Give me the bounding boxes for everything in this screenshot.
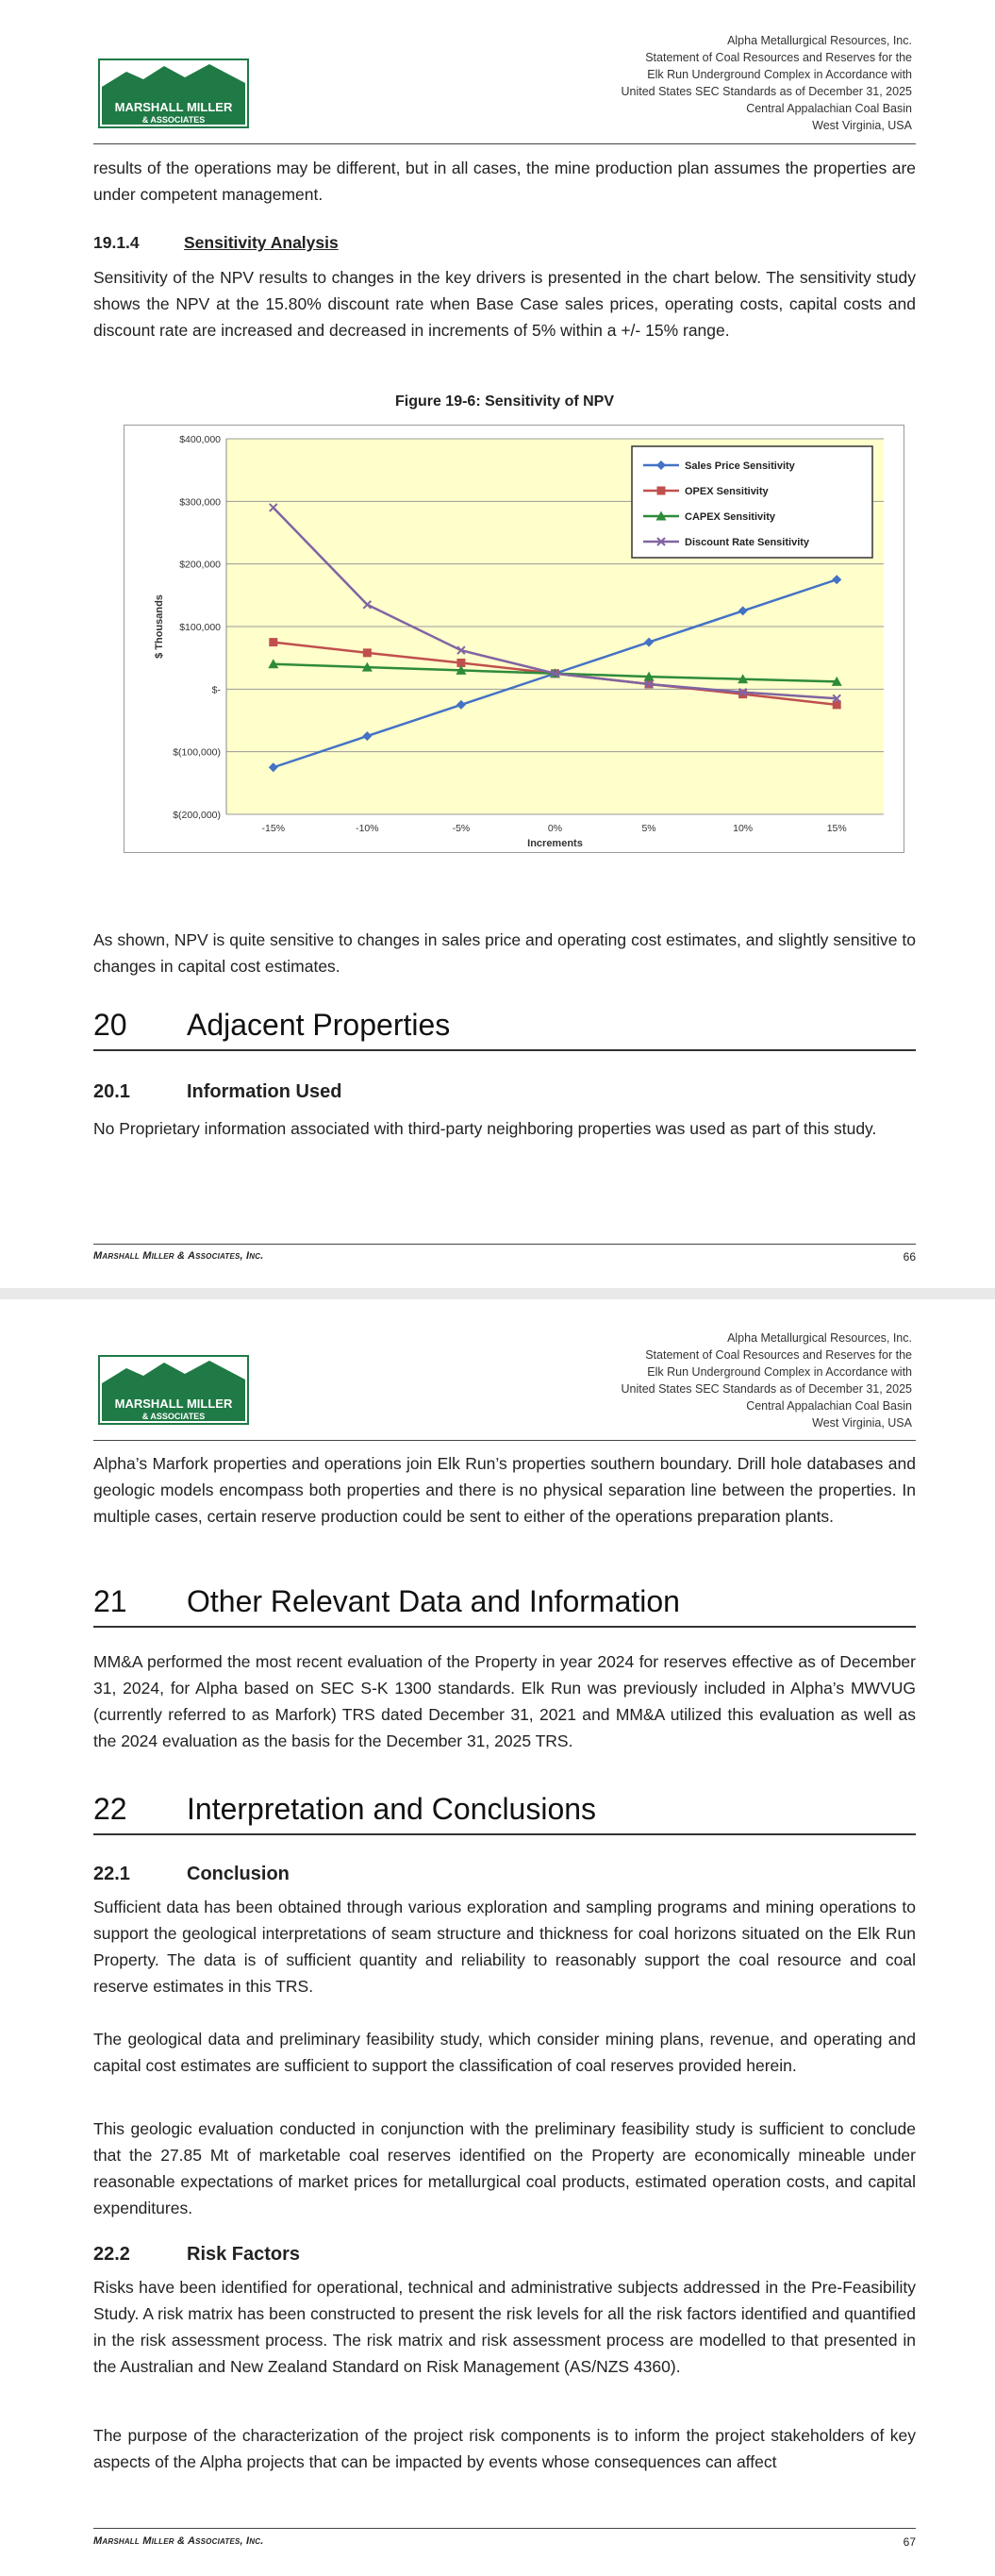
y-tick-label: $100,000	[179, 622, 221, 633]
section-heading-20: 20 Adjacent Properties	[93, 1006, 916, 1051]
section-heading-20-1: 20.1 Information Used	[93, 1081, 342, 1102]
page-header	[516, 32, 912, 134]
paragraph: MM&A performed the most recent evaluation of the Property in year 2024 for reserves effective as of December 31, 2024, for Alpha based on SEC S-K 1300 standards. Elk Run was previously included in Alpha’s MWVUG (currently referred to as Marfork) TRS dated December 31, 2021 and MM&A utilized this evaluation as well as the 2024 evaluation as the basis for the December 31, 2025 TRS.	[93, 1652, 916, 1750]
section-heading-22: 22 Interpretation and Conclusions	[93, 1790, 916, 1835]
chart-svg	[124, 426, 904, 852]
logo-main-text: MARSHALL MILLER	[114, 100, 233, 114]
header-line: United States SEC Standards as of December 31, 2025	[621, 1382, 912, 1396]
header-line: Central Appalachian Coal Basin	[746, 102, 912, 115]
page-67	[0, 1299, 995, 2576]
x-tick-label: 0%	[547, 823, 563, 834]
x-tick-label: -5%	[452, 823, 471, 834]
y-tick-label: $400,000	[179, 434, 221, 445]
header-line: Alpha Metallurgical Resources, Inc.	[727, 1331, 912, 1345]
logo-sub-text: & ASSOCIATES	[141, 115, 206, 125]
y-tick-label: $(200,000)	[173, 810, 221, 821]
data-point	[657, 487, 666, 495]
header-line: Central Appalachian Coal Basin	[746, 1399, 912, 1413]
paragraph: Sensitivity of the NPV results to changes in the key drivers is presented in the chart below. The sensitivity study shows the NPV at the 15.80% discount rate when Base Case sales prices, operating costs, capital costs and discount rate are increased and decreased in increments of 5% within a +/- 15% range.	[93, 268, 916, 340]
header-rule	[93, 1440, 916, 1441]
chart-legend	[632, 446, 872, 558]
header-line: West Virginia, USA	[812, 1416, 912, 1430]
data-point	[269, 638, 277, 646]
paragraph: As shown, NPV is quite sensitive to changes in sales price and operating cost estimates, and slightly sensitive to changes in capital cost estimates.	[93, 930, 916, 976]
section-heading-22-2: 22.2 Risk Factors	[93, 2244, 301, 2265]
data-point	[363, 648, 372, 657]
page-header	[516, 1330, 912, 1431]
paragraph: This geologic evaluation conducted in conjunction with the preliminary feasibility study is sufficient to conclude that the 27.85 Mt of marketable coal reserves identified on the Property are economically mineable under reasonable expectations of market prices for metallurgical coal products, estimated operation costs, and capital expenditures.	[93, 2119, 916, 2217]
section-heading-22-1: 22.1 Conclusion	[93, 1864, 290, 1884]
x-tick-label: 5%	[641, 823, 656, 834]
header-line: Elk Run Underground Complex in Accordance with	[647, 68, 912, 81]
y-tick-label: $-	[211, 684, 221, 696]
logo-sub-text: & ASSOCIATES	[141, 1412, 206, 1421]
x-tick-label: 10%	[733, 823, 754, 834]
y-tick-label: $(100,000)	[173, 746, 221, 759]
figure-caption: Figure 19-6: Sensitivity of NPV	[394, 393, 615, 410]
header-line: Statement of Coal Resources and Reserves for the	[645, 51, 912, 64]
header-line: Elk Run Underground Complex in Accordance with	[647, 1365, 912, 1379]
npv-sensitivity-chart	[124, 425, 904, 853]
logo-main-text: MARSHALL MILLER	[114, 1397, 233, 1411]
x-axis-label: Increments	[527, 838, 583, 849]
paragraph: Risks have been identified for operational, technical and administrative subjects addressed in the Pre-Feasibility Study. A risk matrix has been constructed to present the risk levels for all the risk factors identified and quantified in the risk assessment process. The risk matrix and risk assessment process are modelled to that presented in the Australian and New Zealand Standard on Risk Management (AS/NZS 4360).	[93, 2278, 916, 2376]
header-line: West Virginia, USA	[812, 119, 912, 132]
legend-label: Discount Rate Sensitivity	[685, 537, 810, 548]
section-heading-19-1-4: 19.1.4 Sensitivity Analysis	[93, 233, 339, 252]
x-tick-label: -10%	[356, 823, 379, 834]
y-tick-label: $200,000	[179, 559, 221, 571]
page-footer	[93, 2535, 916, 2547]
legend-label: Sales Price Sensitivity	[685, 460, 795, 472]
legend-label: OPEX Sensitivity	[685, 486, 769, 497]
footer-rule	[93, 2528, 916, 2529]
mma-logo	[98, 1355, 249, 1425]
section-heading-21: 21 Other Relevant Data and Information	[93, 1582, 916, 1628]
y-tick-label: $300,000	[179, 496, 221, 509]
paragraph: The geological data and preliminary feasibility study, which consider mining plans, revenue, and operating and capital cost estimates are sufficient to support the classification of coal reserves provided herein.	[93, 2030, 916, 2075]
footer-rule	[93, 1244, 916, 1245]
page-number: 67	[903, 2535, 916, 2549]
header-line: Statement of Coal Resources and Reserves for the	[645, 1348, 912, 1362]
header-rule	[93, 143, 916, 144]
x-tick-label: 15%	[826, 823, 847, 834]
paragraph: Sufficient data has been obtained through various exploration and sampling programs and mining operations to support the geological interpretations of seam structure and thickness for coal horizons situated on the Elk Run Property. The data is of sufficient quantity and reliability to reasonably support the coal resource and coal reserve estimates in this TRS.	[93, 1898, 916, 1996]
legend-label: CAPEX Sensitivity	[685, 511, 775, 523]
page-number: 66	[903, 1250, 916, 1263]
mma-logo	[98, 59, 249, 128]
footer-firm: Marshall Miller & Associates, Inc.	[93, 1250, 264, 1262]
x-tick-label: -15%	[261, 823, 286, 834]
paragraph: No Proprietary information associated with third-party neighboring properties was used as part of this study.	[93, 1119, 877, 1138]
y-axis-label: $ Thousands	[154, 594, 165, 659]
footer-firm: Marshall Miller & Associates, Inc.	[93, 2535, 264, 2547]
paragraph: The purpose of the characterization of the project risk components is to inform the project stakeholders of key aspects of the Alpha projects that can be impacted by events whose consequences can affect	[93, 2426, 916, 2471]
page-footer	[93, 1250, 916, 1262]
header-line: United States SEC Standards as of December 31, 2025	[621, 85, 912, 98]
paragraph: Alpha’s Marfork properties and operations join Elk Run’s properties southern boundary. Drill hole databases and geologic models encompass both properties and there is no physical separation line between the properties. In multiple cases, certain reserve production could be sent to either of the operations preparation plants.	[93, 1454, 916, 1526]
header-line: Alpha Metallurgical Resources, Inc.	[727, 34, 912, 47]
paragraph: results of the operations may be different, but in all cases, the mine production plan assumes the properties are under competent management.	[93, 159, 916, 204]
